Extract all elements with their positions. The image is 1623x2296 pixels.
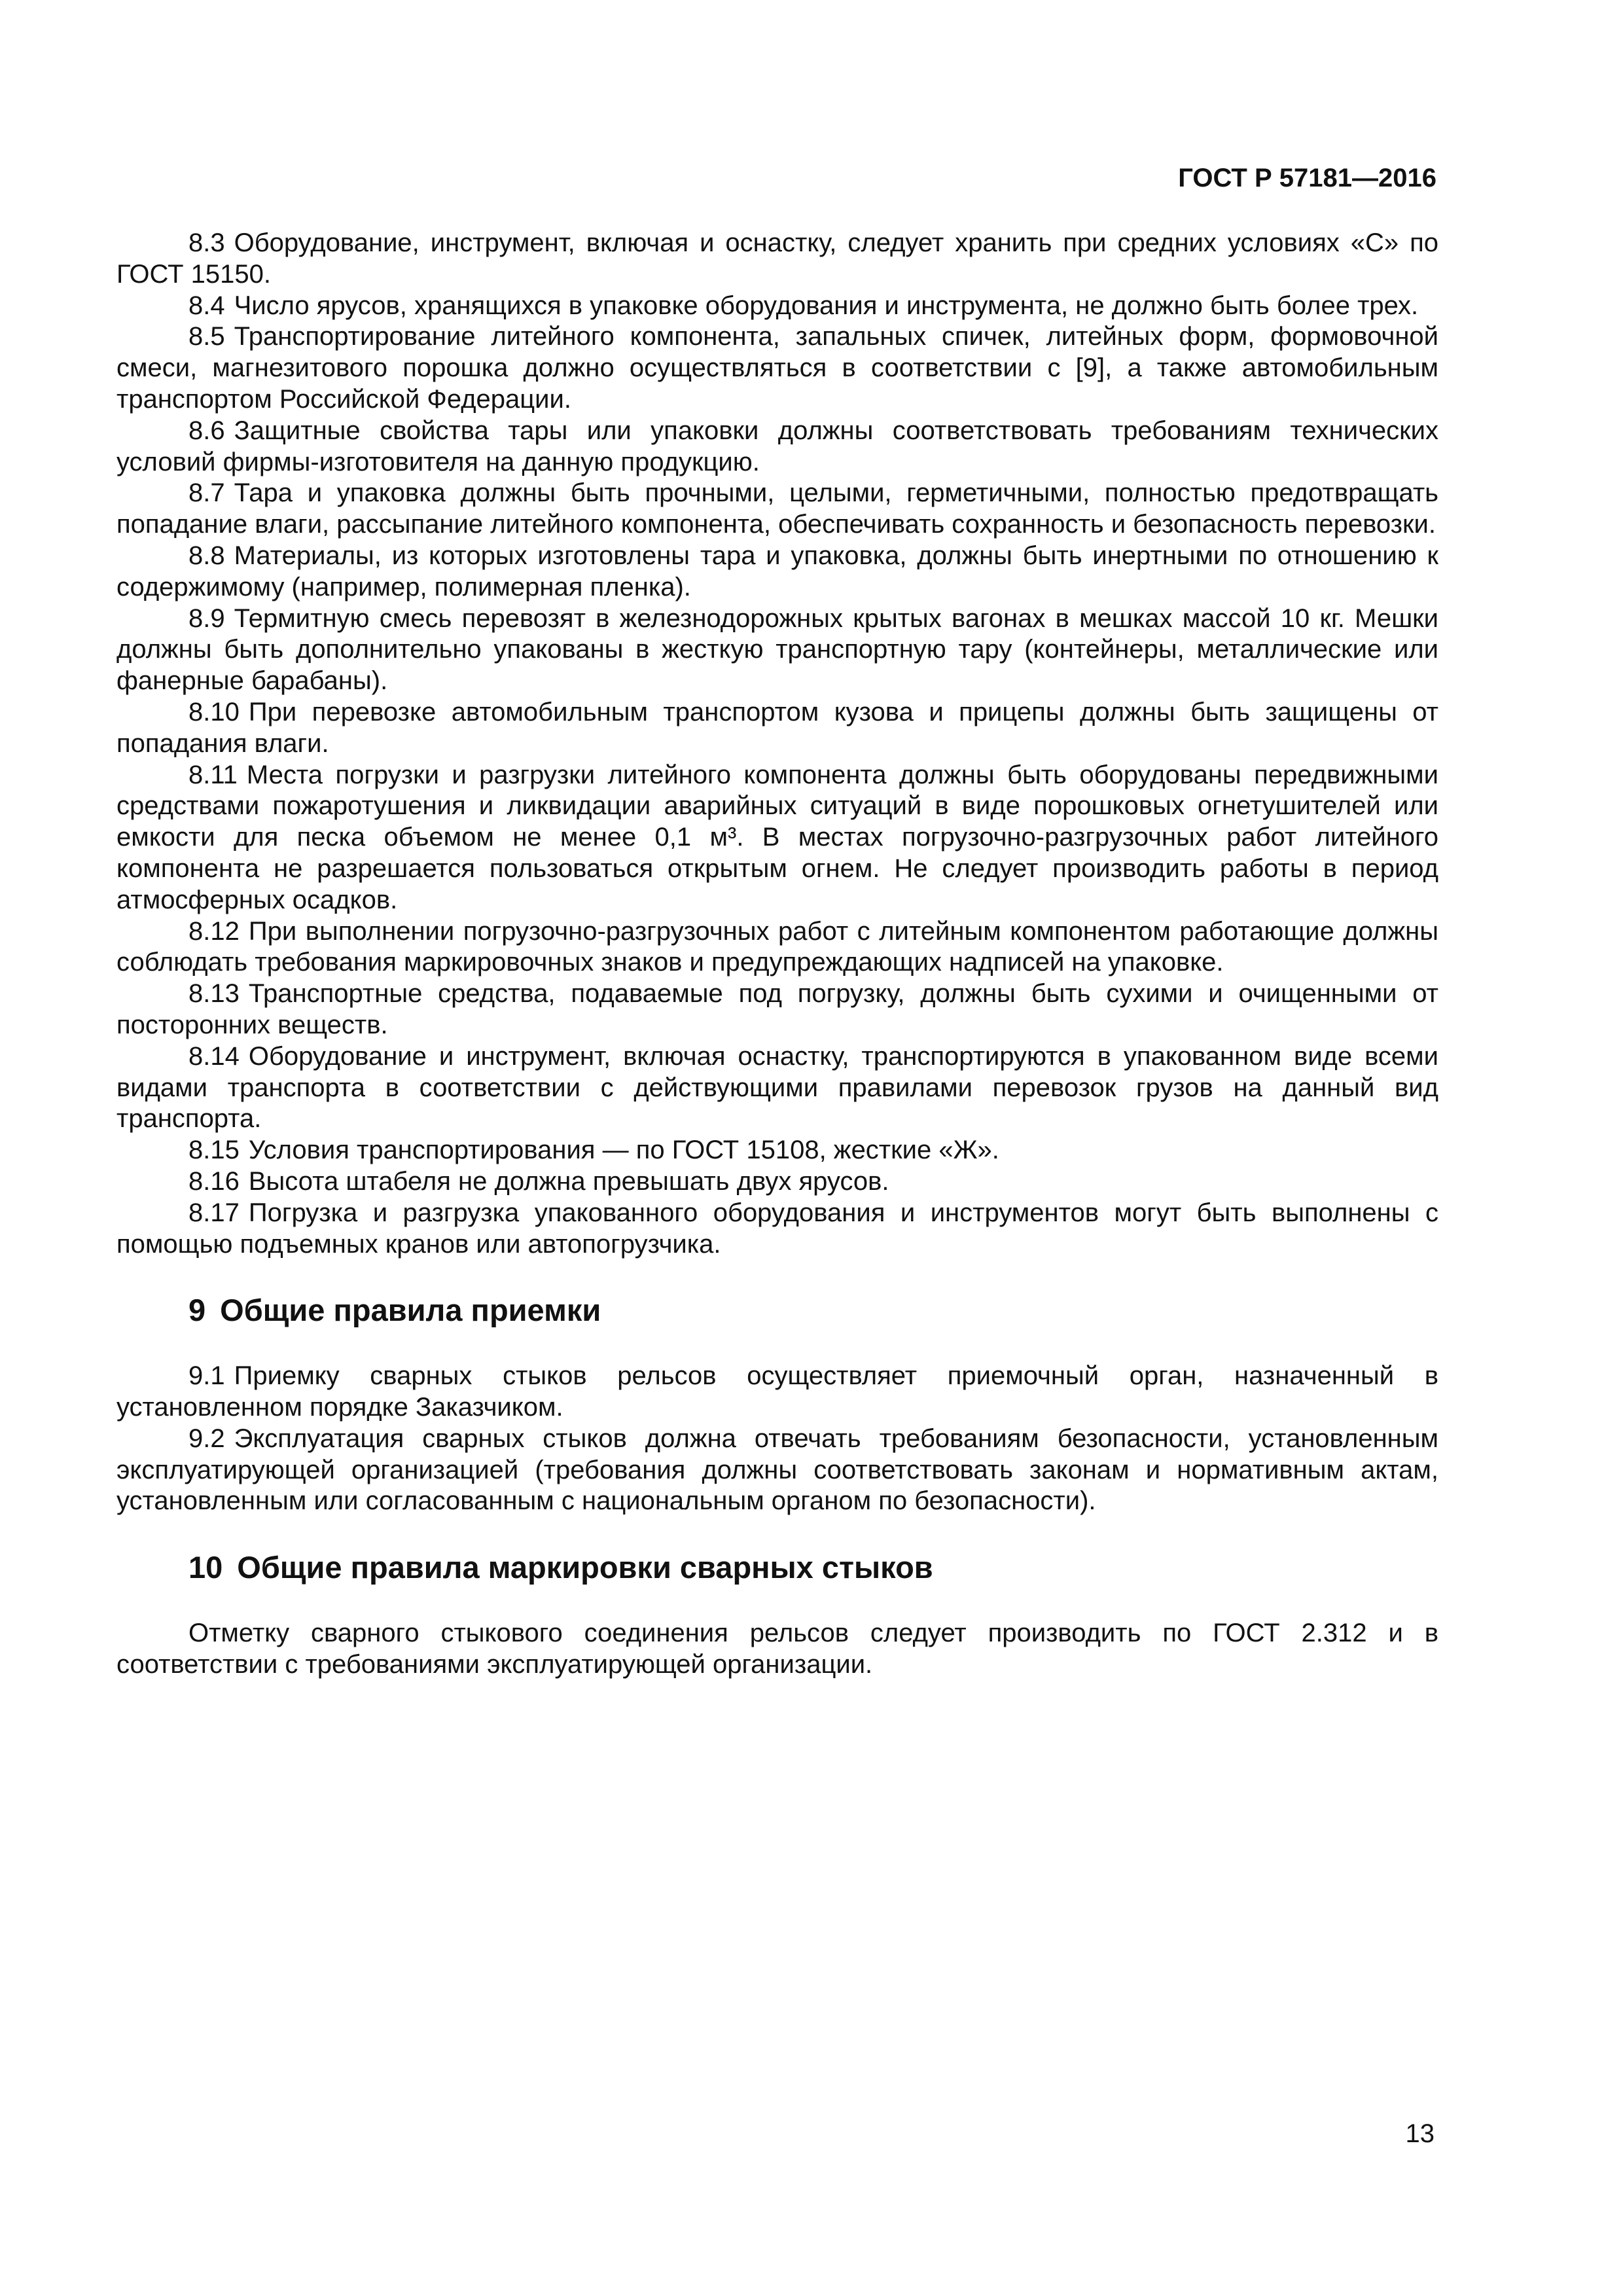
section-10-paragraph: Отметку сварного стыкового соединения рельсов следует производить по ГОСТ 2.312 и в соответствии с требованиями эксплуатирующей организации.: [116, 1619, 1438, 1679]
clause-number: 9.1: [188, 1361, 225, 1391]
clause-number: 8.10: [188, 697, 240, 726]
clause-8-17: [116, 1198, 1438, 1261]
spacer: [116, 1587, 1438, 1618]
clause-text: Термитную смесь перевозят в железнодорожных крытых вагонах в мешках массой 10 кг. Мешки должны быть дополнительно упакованы в жесткую транспортную тару (контейнеры, металлические или фанерные барабаны).: [116, 603, 1438, 696]
clause-number: 8.8: [188, 541, 225, 570]
clause-text: Приемку сварных стыков рельсов осуществляет приемочный орган, назначенный в установленном порядке Заказчиком.: [116, 1361, 1438, 1422]
clause-8-14: [116, 1041, 1438, 1135]
spacer: [116, 1329, 1438, 1361]
section-heading-10: [116, 1549, 1438, 1587]
clause-8-12: [116, 916, 1438, 979]
section-title: Общие правила маркировки сварных стыков: [237, 1550, 933, 1585]
clause-8-4: [116, 291, 1438, 322]
clause-9-2: [116, 1424, 1438, 1517]
clause-text: Эксплуатация сварных стыков должна отвечать требованиям безопасности, установленным эксплуатирующей организацией (требования должны соответствовать законам и нормативным актам, установленным или согласованным с национальным органом по безопасности).: [116, 1424, 1438, 1516]
clause-number: 8.4: [188, 291, 225, 320]
clause-text: Оборудование, инструмент, включая и оснастку, следует хранить при средних условиях «С» по ГОСТ 15150.: [116, 228, 1438, 289]
clause-8-5: [116, 321, 1438, 415]
clause-8-9: [116, 603, 1438, 697]
clause-text: При выполнении погрузочно-разгрузочных работ с литейным компонентом работающие должны соблюдать требования маркировочных знаков и предупреждающих надписей на упаковке.: [116, 916, 1438, 977]
clause-8-13: [116, 978, 1438, 1041]
section-title: Общие правила приемки: [220, 1293, 601, 1328]
clause-number: 8.3: [188, 228, 225, 257]
clause-text: Высота штабеля не должна превышать двух ярусов.: [248, 1166, 889, 1196]
clause-number: 8.11: [188, 760, 238, 789]
clause-8-8: [116, 541, 1438, 603]
clause-number: 8.16: [188, 1166, 240, 1196]
clause-8-10: [116, 697, 1438, 760]
clause-text: Материалы, из которых изготовлены тара и упаковка, должны быть инертными по отношению к содержимому (например, полимерная пленка).: [116, 541, 1438, 601]
clause-8-16: [116, 1166, 1438, 1198]
clause-text: Погрузка и разгрузка упакованного оборудования и инструментов могут быть выполнены с помощью подъемных кранов или автопогрузчика.: [116, 1198, 1438, 1259]
clause-8-3: [116, 228, 1438, 291]
clause-text: Условия транспортирования — по ГОСТ 15108, жесткие «Ж».: [248, 1136, 999, 1165]
clause-number: 9.2: [188, 1424, 225, 1453]
clause-number: 8.7: [188, 478, 225, 508]
clause-text: Тара и упаковка должны быть прочными, целыми, герметичными, полностью предотвращать попадание влаги, рассыпание литейного компонента, обеспечивать сохранность и безопасность перевозки.: [116, 478, 1438, 539]
clause-number: 8.14: [188, 1041, 240, 1071]
clause-number: 8.9: [188, 603, 225, 633]
clause-number: 8.15: [188, 1136, 240, 1165]
clause-8-11: [116, 760, 1438, 916]
page-number: 13: [1405, 2119, 1435, 2148]
clause-text: Оборудование и инструмент, включая оснастку, транспортируются в упакованном виде всеми видами транспорта в соответствии с действующими правилами перевозок грузов на данный вид транспорта.: [116, 1041, 1438, 1134]
clause-number: 8.5: [188, 322, 225, 351]
clause-8-6: [116, 416, 1438, 478]
spacer: [116, 1260, 1438, 1291]
clause-9-1: [116, 1361, 1438, 1424]
clause-text: Места погрузки и разгрузки литейного компонента должны быть оборудованы передвижными средствами пожаротушения и ликвидации аварийных ситуаций в виде порошковых огнетушителей или емкости для песка объемом не менее 0,1 м³. В местах погрузочно-разгрузочных работ литейного компонента не разрешается пользоваться открытым огнем. Не следует производить работы в период атмосферных осадков.: [116, 760, 1438, 914]
document-code: ГОСТ Р 57181—2016: [1178, 164, 1436, 192]
clause-number: 8.13: [188, 979, 240, 1009]
clause-text: Защитные свойства тары или упаковки должны соответствовать требованиям технических условий фирмы-изготовителя на данную продукцию.: [116, 416, 1438, 476]
section-number: 10: [188, 1550, 223, 1585]
clause-text: Число ярусов, хранящихся в упаковке оборудования и инструмента, не должно быть более трех.: [234, 291, 1419, 320]
clause-number: 8.12: [188, 916, 240, 946]
section-heading-9: [116, 1291, 1438, 1329]
section-number: 9: [188, 1293, 206, 1328]
clause-text: Транспортирование литейного компонента, запальных спичек, литейных форм, формовочной смеси, магнезитового порошка должно осуществляться в соответствии с [9], а также автомобильным транспортом Российской Федерации.: [116, 322, 1438, 414]
clause-8-15: [116, 1135, 1438, 1166]
clause-number: 8.17: [188, 1198, 240, 1227]
clause-text: Транспортные средства, подаваемые под погрузку, должны быть сухими и очищенными от посторонних веществ.: [116, 979, 1438, 1039]
clause-8-7: [116, 478, 1438, 541]
page-content: [116, 228, 1438, 1681]
clause-number: 8.6: [188, 416, 225, 445]
spacer: [116, 1517, 1438, 1549]
clause-text: При перевозке автомобильным транспортом кузова и прицепы должны быть защищены от попадания влаги.: [116, 697, 1438, 758]
